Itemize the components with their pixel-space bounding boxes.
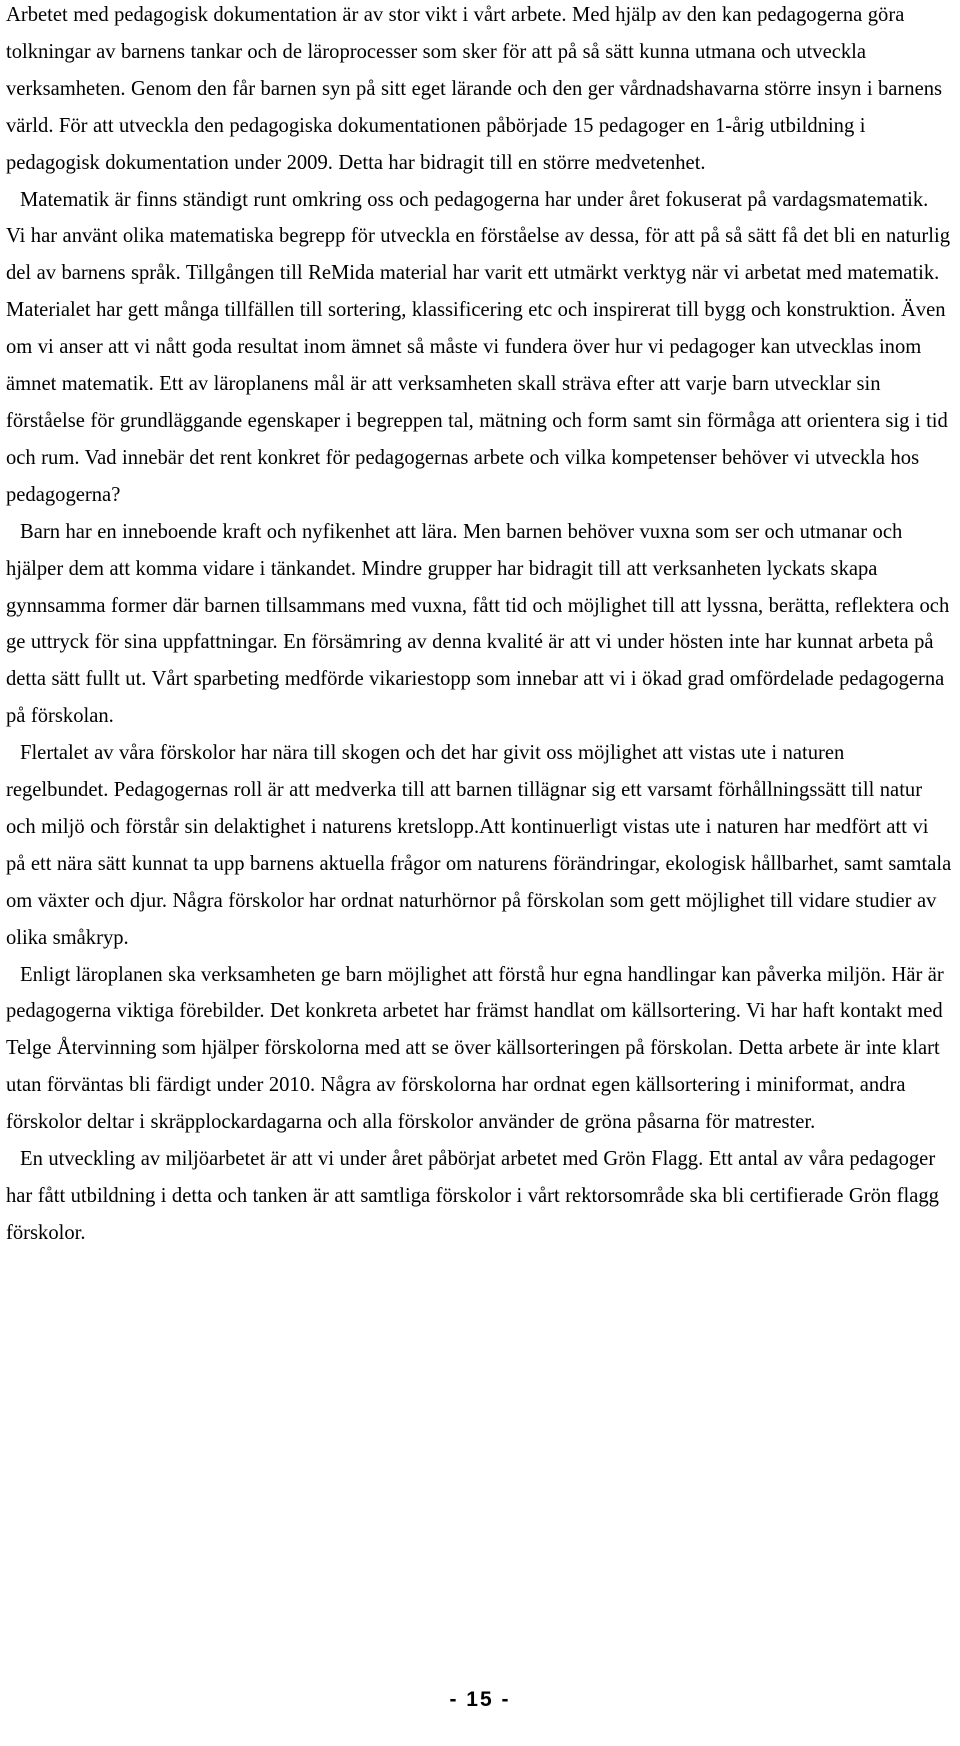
- page-number: - 15 -: [449, 1688, 511, 1711]
- paragraph-curiosity: Barn har en inneboende kraft och nyfikenhet att lära. Men barnen behöver vuxna som ser och utmanar och hjälper dem att komma vidare i tänkandet. Mindre grupper har bidragit till att verksanheten lyckats skapa gynnsamma former där barnen tillsammans med vuxna, fått tid och möjlighet till att lyssna, berätta, reflektera och ge uttryck för sina uppfattningar. En försämring av denna kvalité är att vi under hösten inte har kunnat arbeta på detta sätt fullt ut. Vårt sparbeting medförde vikariestopp som innebar att vi i ökad grad omfördelade pedagogerna på förskolan.: [6, 520, 950, 728]
- paragraph-nature: Flertalet av våra förskolor har nära till skogen och det har givit oss möjlighet att vistas ute i naturen regelbundet. Pedagogernas roll är att medverka till att barnen tillägnar sig ett varsamt förhållningssätt till natur och miljö och förstår sin delaktighet i naturens kretslopp.Att kontinuerligt vistas ute i naturen har medfört att vi på ett nära sätt kunnat ta upp barnens aktuella frågor om naturens förändringar, ekologisk hållbarhet, samt samtala om växter och djur. Några förskolor har ordnat naturhörnor på förskolan som gett möjlighet till vidare studier av olika småkryp.: [6, 742, 952, 949]
- paragraph-mathematics: Matematik är finns ständigt runt omkring oss och pedagogerna har under året fokuserat på vardagsmatematik. Vi har använt olika matematiska begrepp för utveckla en förståelse av dessa, för att på så sätt få det bli en naturlig del av barnens språk. Tillgången till ReMida material har varit ett utmärkt verktyg när vi arbetat med matematik. Materialet har gett många tillfällen till sortering, klassificering etc och inspirerat till bygg och konstruktion. Även om vi anser att vi nått goda resultat inom ämnet så måste vi fundera över hur vi pedagoger kan utvecklas inom ämnet matematik. Ett av läroplanens mål är att verksamheten skall sträva efter att varje barn utvecklar sin förståelse för grundläggande egenskaper i begreppen tal, mätning och form samt sin förmåga att orientera sig i tid och rum. Vad innebär det rent konkret för pedagogernas arbete och vilka kompetenser behöver vi utveckla hos pedagogerna?: [6, 188, 951, 506]
- document-body: [6, 0, 952, 1252]
- paragraph-green-flag: En utveckling av miljöarbetet är att vi under året påbörjat arbetet med Grön Flagg. Ett antal av våra pedagoger har fått utbildning i detta och tanken är att samtliga förskolor i vårt rektorsområde ska bli certifierade Grön flagg förskolor.: [6, 1148, 939, 1244]
- paragraph-environment: Enligt läroplanen ska verksamheten ge barn möjlighet att förstå hur egna handlingar kan påverka miljön. Här är pedagogerna viktiga förebilder. Det konkreta arbetet har främst handlat om källsortering. Vi har haft kontakt med Telge Återvinning som hjälper förskolorna med att se över källsorteringen på förskolan. Detta arbete är inte klart utan förväntas bli färdigt under 2010. Några av förskolorna har ordnat egen källsortering i miniformat, andra förskolor deltar i skräpplockardagarna och alla förskolor använder de gröna påsarna för matrester.: [6, 963, 944, 1134]
- paragraph-documentation: Arbetet med pedagogisk dokumentation är av stor vikt i vårt arbete. Med hjälp av den kan pedagogerna göra tolkningar av barnens tankar och de läroprocesser som sker för att på så sätt kunna utmana och utveckla verksamheten. Genom den får barnen syn på sitt eget lärande och den ger vårdnadshavarna större insyn i barnens värld. För att utveckla den pedagogiska dokumentationen påbörjade 15 pedagoger en 1-årig utbildning i pedagogisk dokumentation under 2009. Detta har bidragit till en större medvetenhet.: [6, 4, 943, 174]
